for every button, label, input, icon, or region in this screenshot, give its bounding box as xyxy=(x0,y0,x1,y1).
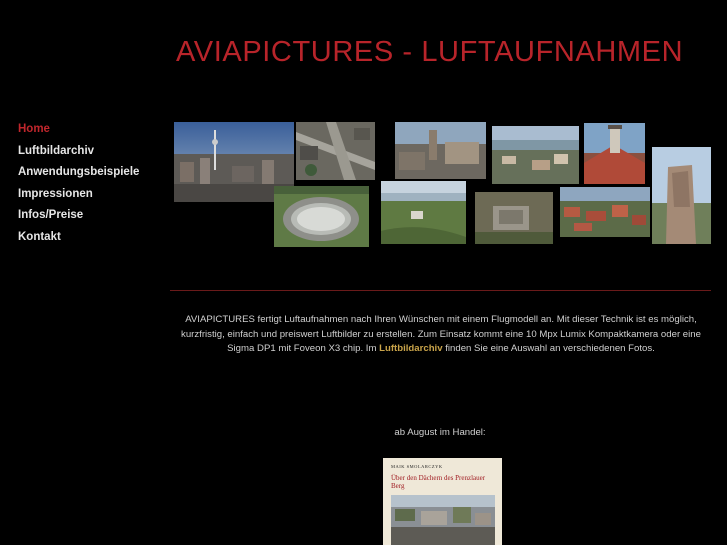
luftbildarchiv-link[interactable]: Luftbildarchiv xyxy=(379,343,443,354)
book-cover-photo xyxy=(391,495,495,545)
divider-line xyxy=(170,290,711,291)
nav-item-infos-preise[interactable]: Infos/Preise xyxy=(18,209,84,221)
intro-text xyxy=(172,313,710,357)
collage-photo xyxy=(395,122,486,179)
main-nav xyxy=(18,121,139,250)
collage-photo xyxy=(492,126,579,184)
collage-photo xyxy=(296,122,375,180)
nav-item-luftbildarchiv[interactable]: Luftbildarchiv xyxy=(18,144,95,157)
collage-photo xyxy=(381,181,466,244)
book-title: Über den Dächern des Prenzlauer Berg xyxy=(391,474,486,490)
collage-photo xyxy=(652,147,711,244)
collage-photo xyxy=(560,187,650,237)
nav-item-anwendungsbeispiele[interactable]: Anwendungsbeispiele xyxy=(18,166,140,178)
intro-text-part: AVIAPICTURES fertigt Luftaufnahmen nach Ihren Wünschen mit einem Flugmodell an. Mit dieser Technik ist es möglich, kurzfristig, einfach und preiswert Luftbilder zu erstellen. Zum Einsatz kommt eine 10 Mpx Lumix Kompaktkamera oder eine Sigma DP1 mit Foveon X3 chip. Im xyxy=(181,314,701,354)
collage-photo xyxy=(584,123,645,184)
nav-item-impressionen[interactable]: Impressionen xyxy=(18,187,93,200)
nav-item-home[interactable]: Home xyxy=(18,123,50,135)
collage-photo xyxy=(274,186,369,247)
release-notice: ab August im Handel: xyxy=(394,427,486,438)
book-cover[interactable] xyxy=(383,458,502,545)
book-author: MAIK SMOLARCZYK xyxy=(391,464,443,469)
site-title: AVIAPICTURES - LUFTAUFNAHMEN xyxy=(176,36,684,68)
nav-item-kontakt[interactable]: Kontakt xyxy=(18,230,61,243)
collage-photo xyxy=(475,192,553,244)
intro-text-part: finden Sie eine Auswahl an verschiedenen Fotos. xyxy=(442,343,655,354)
